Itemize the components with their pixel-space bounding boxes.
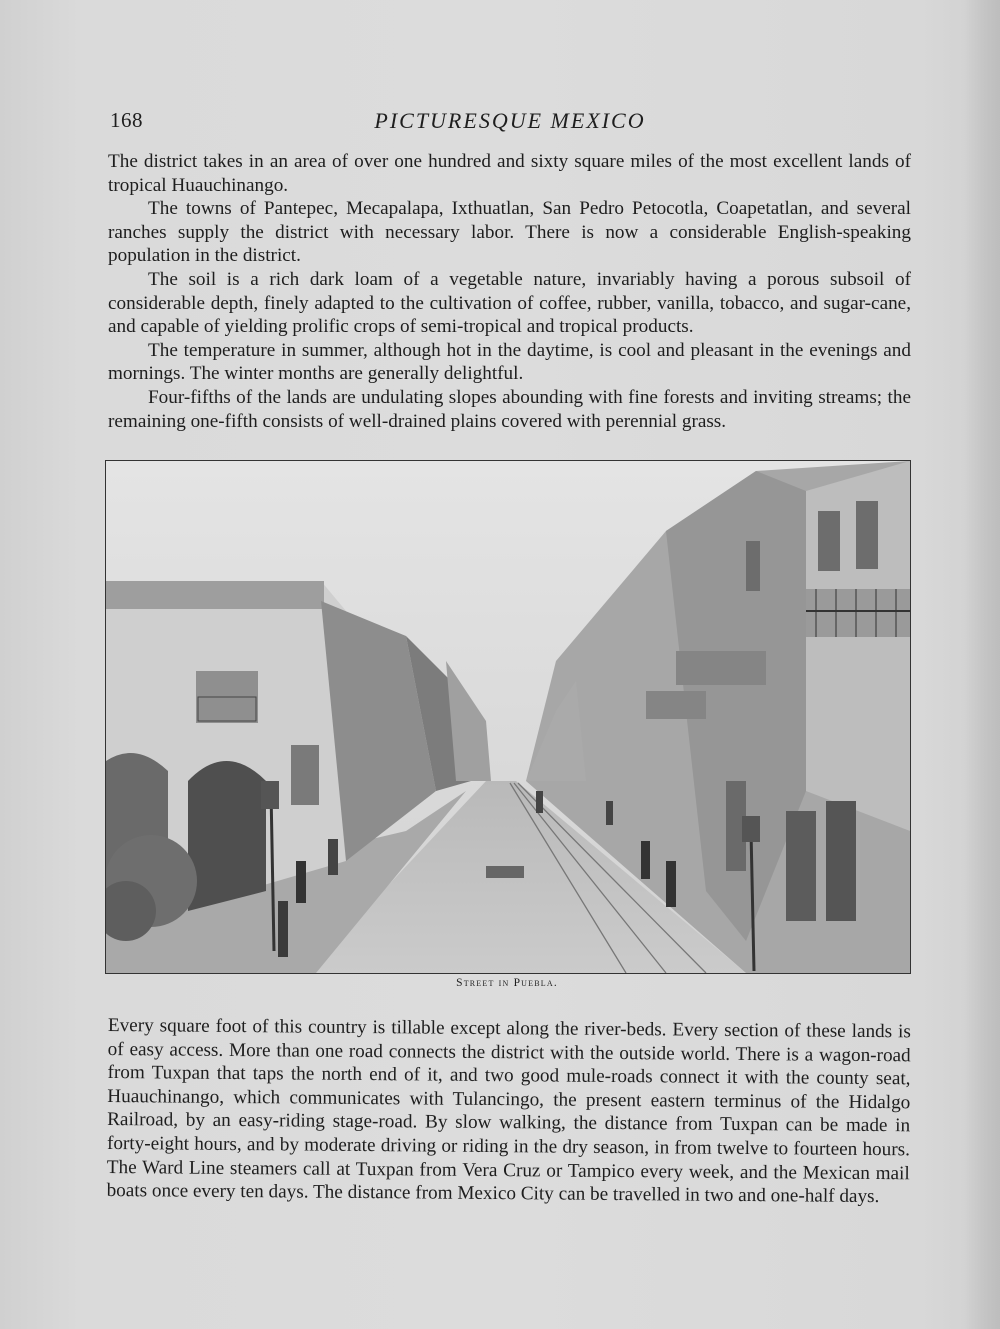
paragraph: The district takes in an area of over one hundred and sixty square miles of the most excellent lands of tropical Huauchinango. bbox=[108, 151, 911, 196]
street-photograph bbox=[105, 460, 911, 974]
body-text-top bbox=[108, 150, 911, 433]
paragraph: The towns of Pantepec, Mecapalapa, Ixthuatlan, San Pedro Petocotla, Coapetatlan, and several ranches supply the district with necessary labor. There is now a considerable English-speaking population in the district. bbox=[108, 198, 911, 267]
page-edge-shadow bbox=[964, 0, 1000, 1329]
street-scene-illustration bbox=[106, 461, 910, 973]
paragraph: The soil is a rich dark loam of a vegetable nature, invariably having a porous subsoil of considerable depth, finely adapted to the cultivation of coffee, rubber, vanilla, tobacco, and sugar-cane, and capable of yielding prolific crops of semi-tropical and tropical products. bbox=[108, 268, 911, 338]
paragraph: Every square foot of this country is tillable except along the river-beds. Every section of these lands is of easy access. More than one road connects the district with the outside world. There is a wagon-road from Tuxpan that taps the north end of it, and two good mule-roads connect it with the county seat, Huauchinango, which communicates with Tulancingo, the present eastern terminus of the Hidalgo Railroad, by an easy-riding stage-road. By slow walking, the distance from Tuxpan can be made in forty-eight hours, and by moderate driving or riding in the dry season, in from twelve to fourteen hours. The Ward Line steamers call at Tuxpan from Vera Cruz or Tampico every week, and the Mexican mail boats once every ten days. The distance from Mexico City can be travelled in two and one-half days. bbox=[106, 1014, 911, 1208]
paragraph: Four-fifths of the lands are undulating slopes abounding with fine forests and inviting streams; the remaining one-fifth consists of well-drained plains covered with perennial grass. bbox=[108, 386, 911, 432]
running-title: PICTURESQUE MEXICO bbox=[374, 108, 646, 133]
figure-caption: Street in Puebla. bbox=[456, 977, 558, 989]
paragraph: The temperature in summer, although hot in the daytime, is cool and pleasant in the evenings and mornings. The winter months are generally delightful. bbox=[108, 339, 911, 385]
body-text-bottom bbox=[107, 1014, 911, 1209]
page-number: 168 bbox=[110, 108, 143, 132]
running-head bbox=[110, 108, 910, 138]
